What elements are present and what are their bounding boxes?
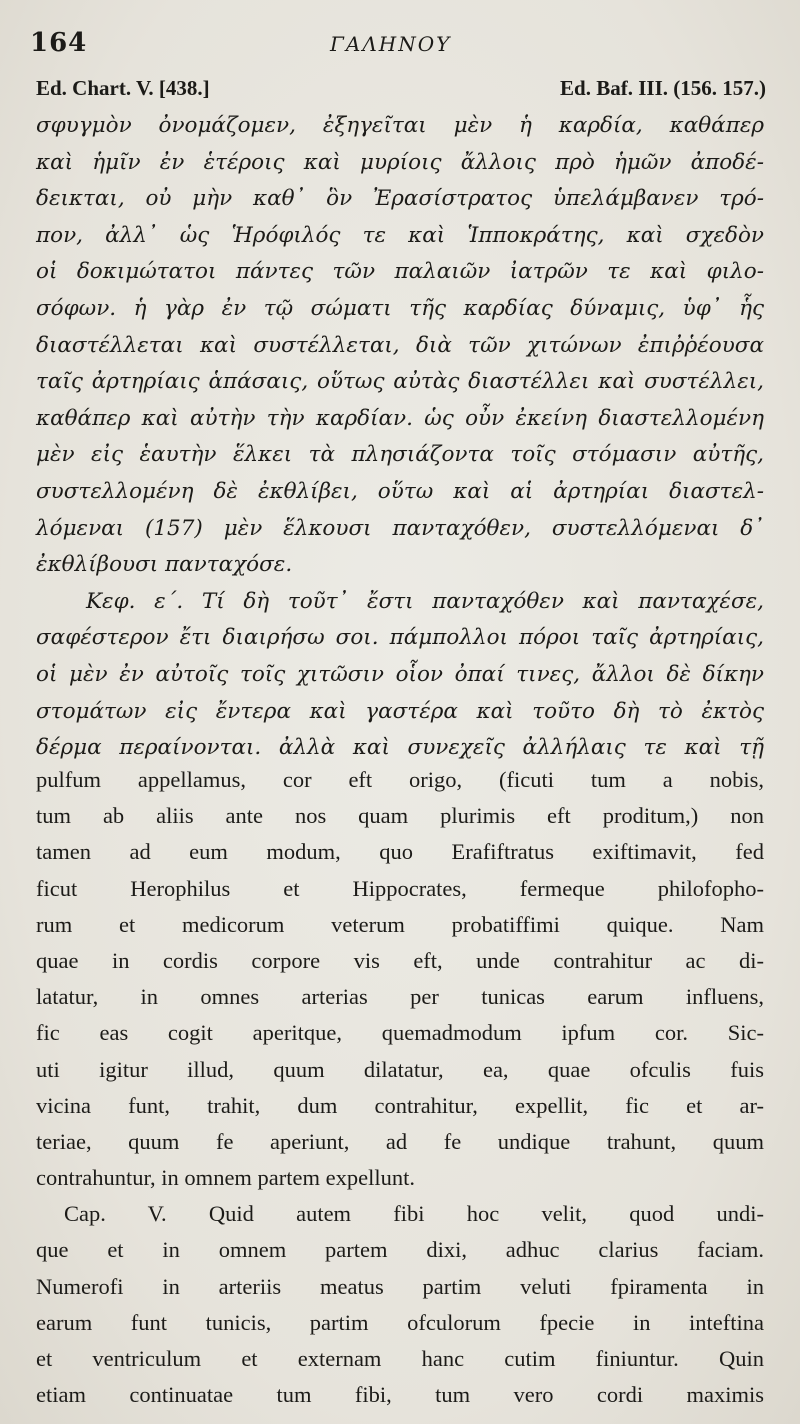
greek-line: πον, ἀλλ᾽ ὡς Ἡρόφιλός τε καὶ Ἱπποκράτης, καὶ σχεδὸν (36, 222, 764, 248)
greek-line: διαστέλλεται καὶ συστέλλεται, διὰ τῶν χιτώνων ἐπιῤῥέουσα (36, 332, 764, 358)
latin-line: quae in cordis corpore vis eft, unde contrahitur ac di- (36, 947, 764, 973)
edition-reference-right: Ed. Baf. III. (156. 157.) (560, 76, 766, 100)
greek-line: οἱ μὲν ἐν αὐτοῖς τοῖς χιτῶσιν οἷον ὀπαί τινες, ἄλλοι δὲ δίκην (36, 661, 764, 687)
latin-line: Numerofi in arteriis meatus partim veluti fpiramenta in (36, 1273, 764, 1299)
latin-line: tum ab aliis ante nos quam plurimis eft proditum,) non (36, 803, 764, 829)
latin-line: que et in omnem partem dixi, adhuc clarius faciam. (36, 1237, 764, 1263)
greek-line: συστελλομένη δὲ ἐκθλίβει, οὕτω καὶ αἱ ἀρτηρίαι διαστελ- (36, 478, 764, 504)
greek-line: σφυγμὸν ὀνομάζομεν, ἐξηγεῖται μὲν ἡ καρδία, καθάπερ (36, 113, 764, 138)
latin-line: uti igitur illud, quum dilatatur, ea, quae ofculis fuis (36, 1056, 764, 1082)
greek-text-block (36, 108, 764, 767)
greek-line: δεικται, οὐ μὴν καθ᾽ ὃν Ἐρασίστρατος ὑπελάμβανεν τρό- (36, 186, 764, 212)
latin-text-block (36, 762, 764, 1413)
page-header (30, 28, 770, 64)
latin-line: rum et medicorum veterum probatiffimi quique. Nam (36, 911, 764, 937)
latin-chapter-heading-line: Cap. V. Quid autem fibi hoc velit, quod undi- (64, 1201, 764, 1227)
latin-line: latatur, in omnes arterias per tunicas earum influens, (36, 984, 764, 1010)
greek-line: δέρμα περαίνονται. ἀλλὰ καὶ συνεχεῖς ἀλλήλαις τε καὶ τῇ (36, 735, 764, 761)
latin-line: pulfum appellamus, cor eft origo, (ficuti tum a nobis, (36, 767, 764, 792)
edition-references (36, 76, 766, 106)
greek-line: μὲν εἰς ἑαυτὴν ἕλκει τὰ πλησιάζοντα τοῖς στόμασιν αὐτῆς, (36, 442, 764, 468)
latin-line: et ventriculum et externam hanc cutim finiuntur. Quin (36, 1346, 764, 1371)
greek-chapter-heading-line: Κεφ. ε΄. Τί δὴ τοῦτ᾽ ἔστι πανταχόθεν καὶ πανταχέσε, (86, 588, 764, 614)
greek-line: στομάτων εἰς ἔντερα καὶ γαστέρα καὶ τοῦτο δὴ τὸ ἐκτὸς (36, 698, 764, 724)
greek-line: λόμεναι (157) μὲν ἕλκουσι πανταχόθεν, συστελλόμεναι δ᾽ (36, 515, 764, 541)
edition-reference-left: Ed. Chart. V. [438.] (36, 76, 210, 100)
greek-line: καὶ ἡμῖν ἐν ἑτέροις καὶ μυρίοις ἄλλοις πρὸ ἡμῶν ἀποδέ- (36, 149, 764, 175)
greek-line: καθάπερ καὶ αὐτὴν τὴν καρδίαν. ὡς οὖν ἐκείνη διαστελλομένη (36, 405, 764, 431)
greek-line: σόφων. ἡ γὰρ ἐν τῷ σώματι τῆς καρδίας δύναμις, ὑφ᾽ ἧς (36, 295, 764, 321)
latin-line: etiam continuatae tum fibi, tum vero cordi maximis (36, 1382, 764, 1408)
latin-line: fic eas cogit aperitque, quemadmodum ipfum cor. Sic- (36, 1020, 764, 1046)
latin-line: tamen ad eum modum, quo Erafiftratus exiftimavit, fed (36, 839, 764, 865)
running-title: ΓΑΛΗΝΟΥ (330, 32, 452, 56)
latin-line: ficut Herophilus et Hippocrates, fermeque philofopho- (36, 875, 764, 901)
page-number: 164 (30, 28, 88, 58)
greek-line: ἐκθλίβουσι πανταχόσε. (36, 552, 293, 578)
greek-line: ταῖς ἀρτηρίαις ἁπάσαις, οὕτως αὐτὰς διαστέλλει καὶ συστέλλει, (36, 369, 764, 395)
greek-line: οἱ δοκιμώτατοι πάντες τῶν παλαιῶν ἰατρῶν τε καὶ φιλο- (36, 259, 764, 285)
latin-line: vicina funt, trahit, dum contrahitur, expellit, fic et ar- (36, 1092, 764, 1118)
latin-line: earum funt tunicis, partim ofculorum fpecie in inteftina (36, 1309, 764, 1335)
latin-line: contrahuntur, in omnem partem expellunt. (36, 1165, 415, 1191)
greek-line: σαφέστερον ἔτι διαιρήσω σοι. πάμπολλοι πόροι ταῖς ἀρτηρίαις, (36, 625, 764, 651)
latin-line: teriae, quum fe aperiunt, ad fe undique trahunt, quum (36, 1128, 764, 1154)
